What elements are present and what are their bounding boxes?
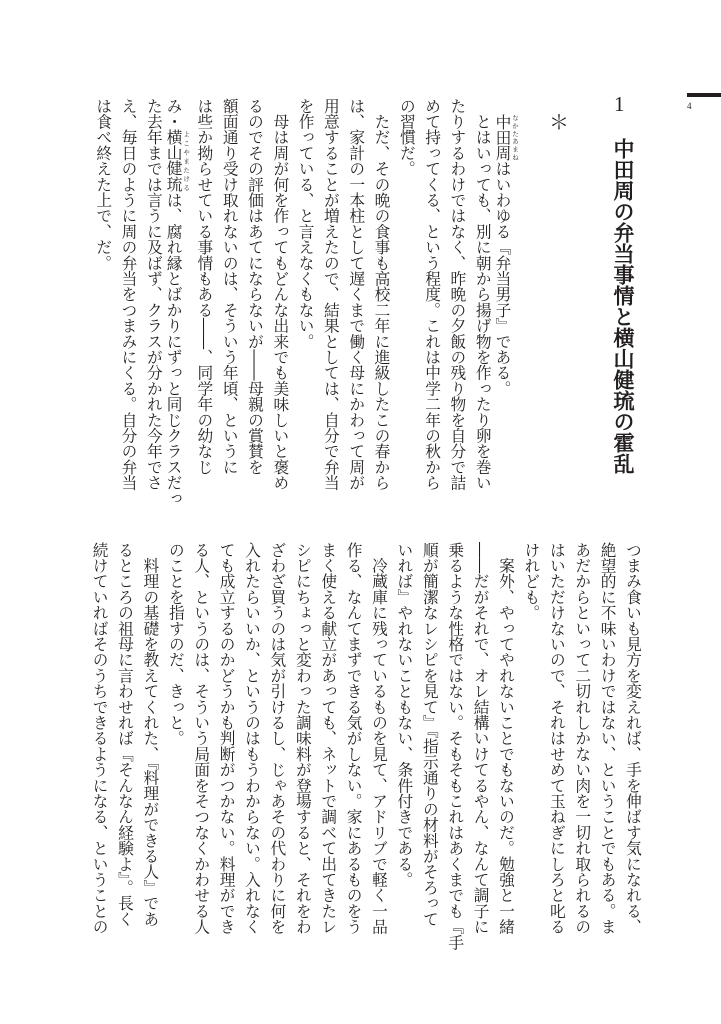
text-line: は、家計の一本柱として遅くまで働く母にかわって周が — [347, 98, 367, 491]
text-line: 用意することが増えたので、結果としては、自分で弁当 — [321, 98, 341, 491]
text-line: を作っている、と言えなくもない。 — [296, 98, 316, 350]
text-line: る人、というのは、そういう局面をそつなくかわせる人 — [192, 542, 212, 935]
text-line: 続けていればそのうちできるようになる、ということの — [90, 542, 110, 935]
text-line: ざわざ買うのは気が引けるし、じゃあその代わりに何を — [268, 542, 288, 935]
text-line: とはいっても、別に朝から揚げ物を作ったり卵を巻い — [473, 98, 493, 491]
page-header-rule — [687, 93, 721, 97]
text-line: 案外、やってやれないことでもないのだ。勉強と一緒 — [497, 542, 516, 935]
text-line: 料理の基礎を教えてくれた、『料理ができる人』であ — [141, 542, 161, 927]
text-line: た去年までは言うに及ばず、クラスが分かれた今年でさ — [144, 98, 164, 491]
text-line: ――だがそれで、オレ結構いけてるやん、なんて調子に — [471, 542, 491, 935]
text-line: 順が簡潔なレシピを見て』『指示通りの材料がそろって — [420, 542, 440, 927]
text-line: 乗るような性格ではない。そもそもこれはあくまでも『手 — [446, 542, 466, 951]
text-line: 額面通り受け取れないのは、そういう年頃、というに — [220, 98, 240, 475]
text-line: つまみ食いも見方を変えれば、手を伸ばす気になれる、 — [624, 542, 643, 935]
text-line: ただ、その晩の食事も高校二年に進級したこの春から — [372, 98, 392, 491]
text-line: ても成立するのかどうかも判断がつかない。料理ができ — [217, 542, 237, 935]
name-with-furigana: 横山健琉よこやまたける — [164, 129, 191, 193]
text-line: るのでその評価はあてにならないが――母親の賞賛を — [246, 98, 265, 475]
text-line: 中田周なかたあまねはいわゆる『弁当男子』である。 — [493, 113, 519, 397]
text-line: けれども。 — [522, 542, 542, 621]
text-line: 冷蔵庫に残っているものを見て、アドリブで軽く一品 — [370, 542, 389, 935]
name-with-furigana: 中田周なかたあまね — [493, 113, 519, 161]
section-break-asterisk: ＊ — [549, 110, 569, 134]
text-line: いれば』やれないこともない、条件付きである。 — [395, 542, 415, 888]
text-line: 母は周が何を作ってもどんな出来でも美味しいと褒め — [271, 98, 291, 491]
text-line: あだからといって二切れしかない肉を一切れ取られるの — [573, 542, 593, 935]
text-line: はいただけないので、それはせめて玉ねぎにしろと叱る — [547, 542, 567, 935]
text-line: は食べ終えた上で、だ。 — [94, 98, 114, 271]
chapter-number: 1 — [614, 92, 625, 116]
text-line: のことを指すのだ、きっと。 — [166, 542, 186, 747]
text-line: み・横山健琉よこやまたけるは、腐れ縁とばかりにずっと同じクラスだっ — [164, 98, 191, 507]
text-line: 入れたらいいか、というのはもうわからない。入れなく — [243, 542, 262, 935]
text-line: るところの祖母に言わせれば『そんなん経験よ』。長く — [116, 542, 135, 927]
page-number: 4 — [687, 101, 692, 111]
text-line: 作る、なんてまずできる気がしない。家にあるものをう — [344, 542, 364, 935]
text-line: は些か拗らせている事情もある――、同学年の幼なじ — [195, 98, 215, 475]
text-line: 絶望的に不味いわけではない、ということでもある。ま — [598, 542, 618, 935]
text-line: たりするわけではなく、昨晩の夕飯の残り物を自分で詰 — [448, 98, 468, 491]
text-line: シピにちょっと変わった調味料が登場すると、それをわ — [293, 542, 313, 935]
text-line: の習慣だ。 — [397, 98, 417, 177]
text-line: めて持ってくる、という程度。これは中学二年の秋から — [423, 98, 443, 491]
text-line: まく使える献立があっても、ネットで調べて出てきたレ — [319, 542, 339, 935]
text-line: え、毎日のように周の弁当をつまみにくる。自分の弁当 — [119, 98, 139, 491]
chapter-title: 中田周の弁当事情と横山健琉の霍乱 — [611, 138, 636, 474]
